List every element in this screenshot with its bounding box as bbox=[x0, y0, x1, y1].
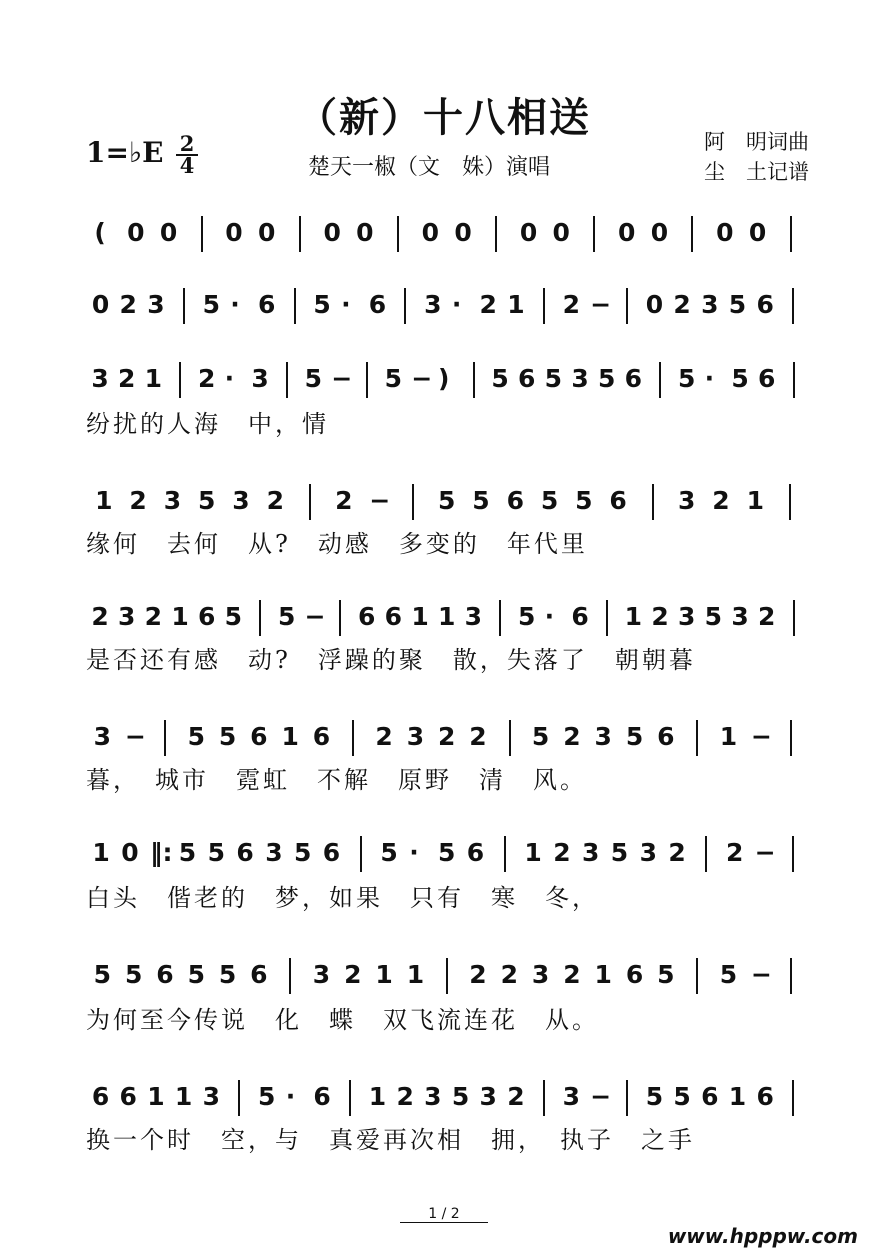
score-symbol: 3 bbox=[479, 1082, 497, 1111]
score-row bbox=[86, 1076, 806, 1122]
score-symbol: 6 bbox=[624, 364, 643, 393]
score-symbol: 2 bbox=[553, 838, 571, 867]
score-symbol: 3 bbox=[464, 602, 483, 631]
bar-line bbox=[626, 288, 628, 324]
score-symbol: 0 bbox=[258, 218, 276, 247]
transcriber-credit: 尘 土记谱 bbox=[704, 160, 809, 184]
score-symbol: 3 bbox=[562, 1082, 581, 1111]
score-symbol: 5 bbox=[313, 290, 331, 319]
score-symbol: · bbox=[704, 364, 715, 393]
score-symbol: − bbox=[590, 1082, 612, 1111]
score-symbol: − bbox=[411, 364, 433, 393]
score-symbol: 5 bbox=[384, 364, 403, 393]
score-symbol: 5 bbox=[678, 364, 696, 393]
score-symbol: 3 bbox=[424, 1082, 442, 1111]
page-number-text: 1 / 2 bbox=[400, 1206, 487, 1223]
bar-line bbox=[696, 958, 698, 994]
score-symbol: 1 bbox=[719, 722, 738, 751]
score-symbol: 2 bbox=[651, 602, 669, 631]
score-row bbox=[86, 832, 806, 878]
score-symbol: 5 bbox=[438, 838, 456, 867]
score-symbol: 3 bbox=[594, 722, 612, 751]
score-symbol: 2 bbox=[335, 486, 353, 515]
score-symbol: 1 bbox=[92, 838, 110, 867]
score-symbol: 5 bbox=[187, 722, 205, 751]
singer-credit: 楚天一椒（文 姝）演唱 bbox=[308, 155, 551, 180]
score-symbol: 1 bbox=[438, 602, 456, 631]
score-symbol: ( bbox=[94, 218, 106, 247]
score-symbol: 3 bbox=[251, 364, 269, 393]
score-symbol: 6 bbox=[625, 960, 644, 989]
score-symbol: · bbox=[341, 290, 351, 319]
bar-line bbox=[499, 600, 501, 636]
score-symbol: 0 bbox=[91, 290, 110, 319]
score-symbol: 6 bbox=[466, 838, 485, 867]
score-symbol: 0 bbox=[225, 218, 243, 247]
score-symbol: 1 bbox=[746, 486, 764, 515]
score-symbol: 2 bbox=[563, 960, 581, 989]
bar-line bbox=[259, 600, 261, 636]
score-symbol: 2 bbox=[375, 722, 393, 751]
score-symbol: 6 bbox=[358, 602, 376, 631]
score-symbol: 6 bbox=[571, 602, 589, 631]
bar-line bbox=[164, 720, 166, 756]
time-signature bbox=[176, 131, 198, 178]
score-symbol: 1 bbox=[594, 960, 612, 989]
score-symbol: 2 bbox=[266, 486, 284, 515]
score-symbol: 5 bbox=[731, 364, 749, 393]
score-symbol: 6 bbox=[312, 722, 331, 751]
score-symbol: 0 bbox=[716, 218, 734, 247]
score-symbol: 5 bbox=[294, 838, 312, 867]
score-symbol: 6 bbox=[119, 1082, 137, 1111]
score-symbol: 6 bbox=[250, 722, 268, 751]
score-symbol: 5 bbox=[531, 722, 550, 751]
score-row bbox=[86, 954, 806, 1000]
bar-line bbox=[792, 288, 794, 324]
lyric-line: 暮， 城市 霓虹 不解 原野 清 风。 bbox=[86, 766, 587, 794]
score-row bbox=[86, 284, 806, 330]
score-symbol: 1 bbox=[174, 1082, 193, 1111]
score-symbol: 2 bbox=[344, 960, 362, 989]
score-symbol: · bbox=[544, 602, 555, 631]
meter-numerator: 2 bbox=[179, 131, 195, 156]
bar-line bbox=[179, 362, 181, 398]
score-symbol: 1 bbox=[95, 486, 113, 515]
score-symbol: 0 bbox=[645, 290, 664, 319]
bar-line bbox=[366, 362, 368, 398]
score-symbol: 2 bbox=[198, 364, 216, 393]
score-symbol: 2 bbox=[668, 838, 686, 867]
key-text: 1=♭E bbox=[86, 136, 164, 169]
score-symbol: 5 bbox=[224, 602, 243, 631]
score-symbol: 2 bbox=[144, 602, 163, 631]
score-symbol: 0 bbox=[552, 218, 570, 247]
score-symbol: · bbox=[451, 290, 462, 319]
page-number bbox=[0, 1206, 888, 1222]
score-symbol: 5 bbox=[202, 290, 221, 319]
score-symbol: 3 bbox=[571, 364, 589, 393]
score-symbol: − bbox=[304, 602, 326, 631]
score-symbol: 3 bbox=[93, 722, 112, 751]
score-symbol: 2 bbox=[758, 602, 776, 631]
bar-line bbox=[659, 362, 661, 398]
score-symbol: 5 bbox=[438, 486, 456, 515]
bar-line bbox=[299, 216, 301, 252]
score-symbol: 1 bbox=[171, 602, 189, 631]
score-symbol: 0 bbox=[323, 218, 341, 247]
score-symbol: 3 bbox=[163, 486, 182, 515]
score-symbol: 2 bbox=[563, 722, 581, 751]
score-symbol: 2 bbox=[500, 960, 518, 989]
score-row bbox=[86, 716, 806, 762]
bar-line bbox=[696, 720, 698, 756]
score-symbol: 5 bbox=[645, 1082, 664, 1111]
score-symbol: 0 bbox=[159, 218, 178, 247]
score-symbol: 3 bbox=[678, 486, 696, 515]
lyric-line: 换一个时 空，与 真爱再次相 拥， 执子 之手 bbox=[86, 1126, 695, 1154]
score-symbol: 5 bbox=[673, 1082, 691, 1111]
score-symbol: 6 bbox=[368, 290, 387, 319]
bar-line bbox=[504, 836, 506, 872]
score-symbol: 1 bbox=[624, 602, 643, 631]
score-symbol: 6 bbox=[758, 364, 776, 393]
score-symbol: 5 bbox=[258, 1082, 276, 1111]
score-symbol: 2 bbox=[469, 960, 487, 989]
lyricist-composer-credit: 阿 明词曲 bbox=[704, 130, 809, 154]
score-symbol: 1 bbox=[507, 290, 525, 319]
score-symbol: 2 bbox=[479, 290, 497, 319]
score-symbol: 6 bbox=[657, 722, 675, 751]
bar-line bbox=[790, 958, 792, 994]
score-symbol: 3 bbox=[202, 1082, 221, 1111]
bar-line bbox=[360, 836, 362, 872]
score-symbol: 6 bbox=[313, 1082, 331, 1111]
bar-line bbox=[790, 720, 792, 756]
score-symbol: 6 bbox=[322, 838, 341, 867]
score-symbol: 6 bbox=[250, 960, 268, 989]
score-symbol: 5 bbox=[491, 364, 509, 393]
score-symbol: 2 bbox=[118, 364, 136, 393]
lyric-line: 缘何 去何 从? 动感 多变的 年代里 bbox=[86, 530, 588, 558]
score-symbol: 1 bbox=[524, 838, 542, 867]
score-symbol: 0 bbox=[121, 838, 139, 867]
bar-line bbox=[792, 836, 794, 872]
score-row bbox=[86, 480, 806, 526]
bar-line bbox=[339, 600, 341, 636]
score-symbol: · bbox=[285, 1082, 296, 1111]
score-symbol: 6 bbox=[236, 838, 254, 867]
score-symbol: 3 bbox=[232, 486, 250, 515]
bar-line bbox=[294, 288, 296, 324]
bar-line bbox=[652, 484, 654, 520]
score-symbol: 5 bbox=[93, 960, 112, 989]
score-symbol: ‖: bbox=[150, 838, 173, 867]
score-symbol: 1 bbox=[281, 722, 299, 751]
score-symbol: 0 bbox=[748, 218, 767, 247]
score-symbol: 2 bbox=[469, 722, 487, 751]
lyric-line: 纷扰的人海 中，情 bbox=[86, 410, 329, 438]
bar-line bbox=[593, 216, 595, 252]
bar-line bbox=[793, 600, 795, 636]
bar-line bbox=[352, 720, 354, 756]
meter-denominator: 4 bbox=[176, 154, 198, 176]
score-symbol: − bbox=[369, 486, 391, 515]
score-symbol: 2 bbox=[673, 290, 691, 319]
score-symbol: 1 bbox=[144, 364, 163, 393]
score-symbol: 2 bbox=[712, 486, 730, 515]
score-symbol: 5 bbox=[575, 486, 593, 515]
bar-line bbox=[691, 216, 693, 252]
score-symbol: 3 bbox=[406, 722, 425, 751]
score-symbol: 3 bbox=[701, 290, 719, 319]
bar-line bbox=[446, 958, 448, 994]
score-symbol: 6 bbox=[258, 290, 276, 319]
score-symbol: 6 bbox=[518, 364, 536, 393]
score-symbol: 5 bbox=[187, 960, 205, 989]
lyric-line: 为何至今传说 化 蝶 双飞流连花 从。 bbox=[86, 1006, 599, 1034]
bar-line bbox=[286, 362, 288, 398]
score-symbol: 3 bbox=[265, 838, 283, 867]
score-symbol: 5 bbox=[518, 602, 536, 631]
bar-line bbox=[509, 720, 511, 756]
score-symbol: 6 bbox=[756, 1082, 774, 1111]
score-symbol: 6 bbox=[156, 960, 174, 989]
song-title: （新）十八相送 bbox=[297, 94, 591, 141]
score-symbol: 5 bbox=[198, 486, 216, 515]
score-symbol: 1 bbox=[368, 1082, 387, 1111]
bar-line bbox=[238, 1080, 240, 1116]
score-symbol: 5 bbox=[124, 960, 143, 989]
score-symbol: 3 bbox=[118, 602, 136, 631]
score-symbol: 6 bbox=[384, 602, 403, 631]
score-symbol: − bbox=[124, 722, 146, 751]
score-symbol: 3 bbox=[312, 960, 331, 989]
score-symbol: 3 bbox=[424, 290, 442, 319]
bar-line bbox=[289, 958, 291, 994]
score-symbol: 2 bbox=[726, 838, 744, 867]
bar-line bbox=[793, 362, 795, 398]
score-symbol: 5 bbox=[218, 960, 237, 989]
bar-line bbox=[349, 1080, 351, 1116]
score-symbol: 5 bbox=[625, 722, 644, 751]
score-symbol: − bbox=[754, 838, 776, 867]
score-symbol: 5 bbox=[728, 290, 747, 319]
score-symbol: − bbox=[751, 960, 772, 989]
score-symbol: 2 bbox=[507, 1082, 525, 1111]
bar-line bbox=[705, 836, 707, 872]
score-symbol: 5 bbox=[304, 364, 323, 393]
score-symbol: 5 bbox=[540, 486, 559, 515]
score-row bbox=[86, 358, 806, 404]
score-symbol: 0 bbox=[519, 218, 538, 247]
bar-line bbox=[792, 1080, 794, 1116]
score-symbol: 6 bbox=[609, 486, 627, 515]
score-symbol: 3 bbox=[582, 838, 600, 867]
lyric-line: 白头 偕老的 梦，如果 只有 寒 冬， bbox=[86, 884, 599, 912]
score-symbol: 6 bbox=[701, 1082, 719, 1111]
score-symbol: 6 bbox=[506, 486, 524, 515]
score-symbol: 5 bbox=[218, 722, 237, 751]
score-row bbox=[86, 212, 806, 258]
score-symbol: 2 bbox=[562, 290, 581, 319]
score-symbol: 5 bbox=[472, 486, 490, 515]
bar-line bbox=[309, 484, 311, 520]
score-symbol: 5 bbox=[207, 838, 225, 867]
key-signature bbox=[86, 136, 164, 169]
score-symbol: 0 bbox=[618, 218, 636, 247]
score-symbol: 2 bbox=[396, 1082, 414, 1111]
score-symbol: 2 bbox=[438, 722, 456, 751]
score-symbol: 3 bbox=[678, 602, 696, 631]
score-symbol: 5 bbox=[278, 602, 296, 631]
score-symbol: ) bbox=[438, 364, 450, 393]
score-symbol: · bbox=[409, 838, 419, 867]
score-symbol: 1 bbox=[728, 1082, 747, 1111]
score-symbol: − bbox=[590, 290, 612, 319]
score-symbol: 0 bbox=[454, 218, 472, 247]
score-symbol: 3 bbox=[91, 364, 109, 393]
score-symbol: 0 bbox=[650, 218, 669, 247]
score-symbol: 0 bbox=[421, 218, 440, 247]
score-symbol: 2 bbox=[91, 602, 109, 631]
score-row bbox=[86, 596, 806, 642]
score-symbol: − bbox=[751, 722, 772, 751]
score-symbol: 5 bbox=[598, 364, 616, 393]
bar-line bbox=[412, 484, 414, 520]
score-symbol: 5 bbox=[544, 364, 563, 393]
score-symbol: 1 bbox=[406, 960, 425, 989]
bar-line bbox=[201, 216, 203, 252]
bar-line bbox=[789, 484, 791, 520]
score-symbol: 5 bbox=[704, 602, 723, 631]
bar-line bbox=[183, 288, 185, 324]
score-symbol: 5 bbox=[451, 1082, 470, 1111]
score-symbol: 6 bbox=[198, 602, 216, 631]
score-symbol: 1 bbox=[375, 960, 393, 989]
score-symbol: · bbox=[224, 364, 235, 393]
score-symbol: 5 bbox=[657, 960, 675, 989]
score-symbol: · bbox=[230, 290, 240, 319]
score-symbol: 3 bbox=[147, 290, 165, 319]
score-symbol: 1 bbox=[411, 602, 429, 631]
score-symbol: 0 bbox=[127, 218, 145, 247]
score-symbol: 3 bbox=[731, 602, 749, 631]
score-symbol: 5 bbox=[380, 838, 398, 867]
website-watermark: www.hpppw.com bbox=[667, 1224, 858, 1248]
score-symbol: 2 bbox=[119, 290, 137, 319]
score-symbol: 5 bbox=[719, 960, 738, 989]
bar-line bbox=[397, 216, 399, 252]
score-symbol: 3 bbox=[531, 960, 550, 989]
bar-line bbox=[543, 1080, 545, 1116]
bar-line bbox=[543, 288, 545, 324]
bar-line bbox=[606, 600, 608, 636]
bar-line bbox=[495, 216, 497, 252]
score-symbol: 2 bbox=[129, 486, 147, 515]
lyric-line: 是否还有感 动? 浮躁的聚 散，失落了 朝朝暮 bbox=[86, 646, 696, 674]
bar-line bbox=[790, 216, 792, 252]
score-symbol: 6 bbox=[756, 290, 774, 319]
score-symbol: − bbox=[331, 364, 353, 393]
score-symbol: 0 bbox=[356, 218, 374, 247]
score-symbol: 5 bbox=[178, 838, 197, 867]
score-symbol: 6 bbox=[91, 1082, 110, 1111]
bar-line bbox=[404, 288, 406, 324]
score-symbol: 5 bbox=[610, 838, 629, 867]
score-symbol: 3 bbox=[639, 838, 657, 867]
bar-line bbox=[473, 362, 475, 398]
score-symbol: 1 bbox=[147, 1082, 165, 1111]
bar-line bbox=[626, 1080, 628, 1116]
